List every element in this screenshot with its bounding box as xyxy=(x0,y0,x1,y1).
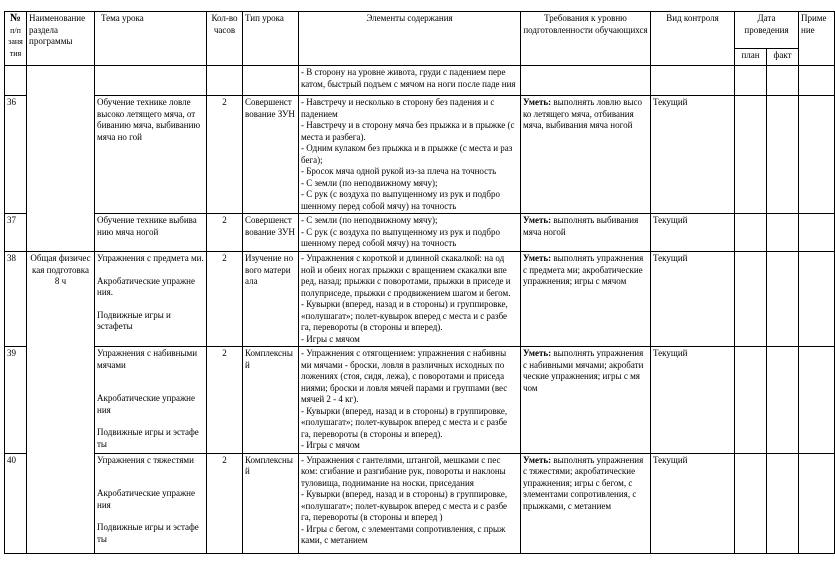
row-hours: 2 xyxy=(207,347,243,454)
row-control: Текущий xyxy=(651,453,735,553)
row-content: - Упражнения с отягощением: упражнения с набивны ми мячами - броски, ловля в различных исходных по ложениях (стоя, сидя, лежа), с поворотами и приседа ниями; броски и ловля мячей парами и группами (вес мячей 2 - 4 кг). - Кувырки (вперед, назад и в стороны) в группировке, «полушагат»; полет-кувырок вперед с места и с разбе га, перевороты (в стороны и вперед). - Игры с мячом xyxy=(299,347,521,454)
row-number: 37 xyxy=(5,214,27,252)
header-date: Дата проведения xyxy=(735,12,799,49)
header-topic xyxy=(95,12,207,66)
row-fact xyxy=(767,252,799,347)
row-number xyxy=(5,66,27,96)
row-note xyxy=(799,66,835,96)
topic-part: Упражнения с тяжестями xyxy=(97,454,194,465)
header-lesson-type: Тип урока xyxy=(243,12,299,66)
row-control: Текущий xyxy=(651,96,735,214)
header-section: Наименование раздела программы xyxy=(27,12,95,66)
row-number: 39 xyxy=(5,347,27,454)
requirements-label: Уметь: xyxy=(523,253,552,263)
row-fact xyxy=(767,453,799,553)
topic-part: Подвижные игры и эстафе ты xyxy=(97,427,199,449)
row-section xyxy=(27,66,95,252)
row-plan xyxy=(735,96,767,214)
row-requirements xyxy=(521,96,651,214)
row-requirements xyxy=(521,214,651,252)
table-row xyxy=(5,66,835,96)
row-requirements xyxy=(521,66,651,96)
requirements-label: Уметь: xyxy=(523,215,552,225)
table-row xyxy=(5,214,835,252)
row-topic xyxy=(95,453,207,553)
row-fact xyxy=(767,214,799,252)
topic-part: Подвижные игры и эстафеты xyxy=(97,309,171,331)
row-topic xyxy=(95,66,207,96)
row-hours: 2 xyxy=(207,453,243,553)
row-topic xyxy=(95,252,207,347)
row-control: Текущий xyxy=(651,347,735,454)
row-note xyxy=(799,347,835,454)
row-control xyxy=(651,66,735,96)
row-content: - В сторону на уровне живота, груди с падением пере катом, быстрый подъем с мячом на ноги после паде ния xyxy=(299,66,521,96)
row-topic: Обучение технике выбива нию мяча ногой xyxy=(95,214,207,252)
topic-part: Акробатические упражне ния xyxy=(97,393,195,415)
row-control: Текущий xyxy=(651,214,735,252)
row-section: Общая физичес кая подготовка 8 ч xyxy=(27,252,95,554)
row-topic: Обучение технике ловле высоко летящего мяча, от биванию мяча, выбиванию мяча но гой xyxy=(95,96,207,214)
row-requirements xyxy=(521,347,651,454)
row-type: Совершенст вование ЗУН xyxy=(243,214,299,252)
header-topic-label: Тема урока xyxy=(101,13,144,23)
row-hours: 2 xyxy=(207,214,243,252)
header-hours: Кол-во часов xyxy=(207,12,243,66)
row-plan xyxy=(735,347,767,454)
header-number-sub: п/п заня тия xyxy=(8,25,23,58)
row-plan xyxy=(735,66,767,96)
row-requirements xyxy=(521,453,651,553)
requirements-text: выполнять упражнения с набивными мячами; акробати ческие упражнения; игры с мя чом xyxy=(523,348,644,393)
requirements-text: выполнять выбивания мяча ногой xyxy=(523,215,639,237)
row-note xyxy=(799,96,835,214)
header-number-symbol: № xyxy=(9,12,22,24)
row-fact xyxy=(767,347,799,454)
requirements-text: выполнять ловлю высо ко летящего мяча, отбивания мяча, выбивания мяча ногой xyxy=(523,97,643,130)
row-number: 36 xyxy=(5,96,27,214)
header-number xyxy=(5,12,27,66)
row-plan xyxy=(735,214,767,252)
lesson-plan-table xyxy=(4,11,835,554)
header-requirements: Требования к уровню подготовленности обучающихся xyxy=(521,12,651,66)
row-hours: 2 xyxy=(207,96,243,214)
row-note xyxy=(799,252,835,347)
requirements-label: Уметь: xyxy=(523,454,552,465)
row-type: Комплексный xyxy=(243,347,299,454)
row-number: 38 xyxy=(5,252,27,347)
row-type: Совершенст вование ЗУН xyxy=(243,96,299,214)
table-row xyxy=(5,252,835,347)
requirements-label: Уметь: xyxy=(523,348,552,358)
row-content: - Упражнения с гантелями, штангой, мешками с пес ком: сгибание и разгибание рук, повороты и наклоны туловища, поднимание на носки, приседания - Кувырки (вперед, назад и в стороны) в группировке, «полушагат»; полет-кувырок вперед с места и с разбе га, перевороты (в стороны и вперед ) - Игры с бегом, с элементами сопротивления, с прыж ками, с метанием xyxy=(299,453,521,553)
table-row xyxy=(5,96,835,214)
row-content: - Навстречу и несколько в сторону без падения и с падением - Навстречу и в сторону мяча без прыжка и в прыжке (с места и разбега). - Одним кулаком без прыжка и в прыжке (с места и раз бега); - Бросок мяча одной рукой из-за плеча на точность - С земли (по неподвижному мячу); - С рук (с воздуха по выпущенному из рук и подбро шенному перед собой мячу) на точность xyxy=(299,96,521,214)
topic-part: Упражнения с предмета ми. xyxy=(97,253,204,263)
requirements-text: выполнять упражнения с тяжестями; акробатические упражнения; игры с бегом, с элементами сопротивления, с прыжками, с метанием xyxy=(523,454,644,511)
table-row xyxy=(5,347,835,454)
header-row xyxy=(5,12,835,49)
topic-part: Подвижные игры и эстафе ты xyxy=(97,522,199,544)
row-note xyxy=(799,453,835,553)
header-content: Элементы содержания xyxy=(299,12,521,66)
row-content: - Упражнения с короткой и длинной скакалкой: на од ной и обеих ногах прыжки с вращением скакалки впе ред, назад; прыжки с поворотами, прыжки в приседе и полуприседе, прыжки с продвижением шагом и бегом. - Кувырки (вперед, назад и в стороны) и группировке, «полушагат»; полет-кувырок вперед с места и с разбе га, перевороты (в стороны и вперед). - Игры с мячом xyxy=(299,252,521,347)
header-control: Вид контроля xyxy=(651,12,735,66)
row-control: Текущий xyxy=(651,252,735,347)
row-plan xyxy=(735,252,767,347)
header-note: Приме ние xyxy=(799,12,835,66)
topic-part: Упражнения с набивными мячами xyxy=(97,348,198,370)
row-hours: 2 xyxy=(207,252,243,347)
requirements-text: выполнять упражнения с предмета ми; акробатические упражнения; игры с мячом xyxy=(523,253,644,286)
row-topic xyxy=(95,347,207,454)
table-row xyxy=(5,453,835,553)
row-type: Изучение но вого матери ала xyxy=(243,252,299,347)
topic-part: Акробатические упражне ния. xyxy=(97,275,195,297)
row-type: Комплексный xyxy=(243,453,299,553)
requirements-label: Уметь: xyxy=(523,97,552,107)
row-fact xyxy=(767,96,799,214)
row-content: - С земли (по неподвижному мячу); - С рук (с воздуха по выпущенному из рук и подбро шенному перед собой мячу) на точность xyxy=(299,214,521,252)
row-note xyxy=(799,214,835,252)
row-number: 40 xyxy=(5,453,27,553)
row-hours xyxy=(207,66,243,96)
row-fact xyxy=(767,66,799,96)
row-type xyxy=(243,66,299,96)
topic-part: Акробатические упражне ния xyxy=(97,488,195,510)
header-fact: факт xyxy=(767,49,799,66)
row-requirements xyxy=(521,252,651,347)
header-plan: план xyxy=(735,49,767,66)
row-plan xyxy=(735,453,767,553)
